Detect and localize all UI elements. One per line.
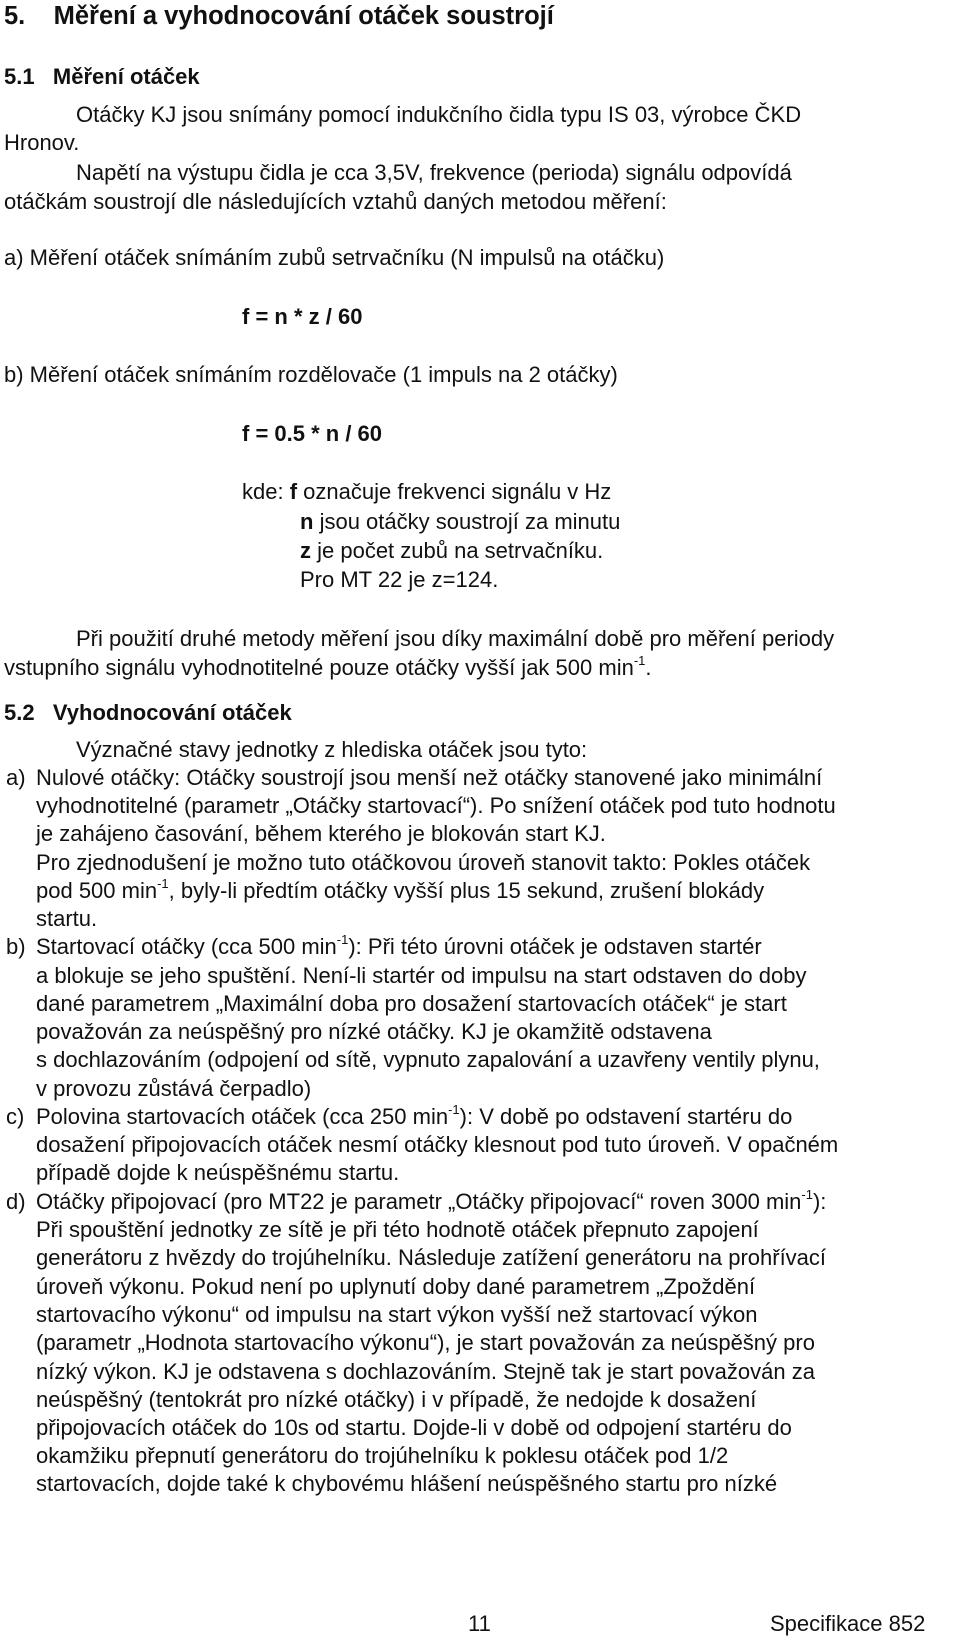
item-d-line-1-text: Otáčky připojovací (pro MT22 je parametr „Otáčky připojovací“ roven 3000 min: [36, 1189, 802, 1214]
item-a-line-2: vyhodnotitelné (parametr „Otáčky startovací“). Po snížení otáček pod tuto hodnotu: [36, 793, 836, 818]
item-d-line-8: neúspěšný (tentokrát pro nízké otáčky) i v případě, že nedojde k dosažení: [36, 1387, 757, 1412]
section-5-1-heading: 5.1 Měření otáček: [4, 64, 200, 89]
item-a-line-5: [36, 878, 764, 904]
item-d-line-2: Při spouštění jednotky ze sítě je při této hodnotě otáček přepnuto zapojení: [36, 1217, 759, 1242]
item-c-line-2: dosažení připojovacích otáček nesmí otáčky klesnout pod tuto úroveň. V opačném: [36, 1132, 839, 1157]
item-d-label: d): [6, 1189, 26, 1214]
item-a-line-3: je zahájeno časování, během kterého je blokován start KJ.: [36, 821, 606, 846]
where-z-text: je počet zubů na setrvačníku.: [311, 538, 604, 563]
item-b-line-3: dané parametrem „Maximální doba pro dosažení startovacích otáček“ je start: [36, 991, 787, 1016]
item-d-line-4: úroveň výkonu. Pokud není po uplynutí doby dané parametrem „Zpoždění: [36, 1274, 756, 1299]
item-b-line-6: v provozu zůstává čerpadlo): [36, 1076, 312, 1101]
item-c-superscript: -1: [448, 1102, 460, 1117]
page-number: 11: [468, 1611, 491, 1636]
where-label: kde:: [242, 479, 284, 504]
item-c-label: c): [6, 1104, 25, 1129]
where-n-symbol: n: [300, 509, 314, 534]
paragraph-voltage-line-1: Napětí na výstupu čidla je cca 3,5V, frekvence (perioda) signálu odpovídá: [76, 160, 792, 185]
item-c-line-1-text: Polovina startovacích otáček (cca 250 min: [36, 1104, 449, 1129]
item-a-line-6: startu.: [36, 906, 98, 931]
where-f-symbol: f: [289, 479, 298, 504]
item-c-line-1-rest: ): V době po odstavení startéru do: [459, 1104, 793, 1129]
item-b-line-5: s dochlazováním (odpojení od sítě, vypnuto zapalování a uzavřeny ventily plynu,: [36, 1047, 820, 1072]
paragraph-voltage-line-2: otáčkám soustrojí dle následujících vztahů daných metodou měření:: [4, 189, 667, 214]
where-n-text: jsou otáčky soustrojí za minutu: [313, 509, 621, 534]
item-b-line-1-text: Startovací otáčky (cca 500 min: [36, 934, 337, 959]
item-b-superscript: -1: [336, 932, 349, 947]
item-b-line-1-rest: ): Při této úrovni otáček je odstaven startér: [348, 934, 762, 959]
item-d-line-11: startovacích, dojde také k chybovému hlášení neúspěšného startu pro nízké: [36, 1471, 778, 1496]
formula-a: f = n * z / 60: [242, 304, 363, 329]
item-d-line-5: startovacího výkonu“ od impulsu na start výkon vyšší než startovací výkon: [36, 1302, 758, 1327]
item-d-line-1-rest: ):: [812, 1189, 827, 1214]
item-d-line-3: generátoru z hvězdy do trojúhelníku. Následuje zatížení generátoru na prohřívací: [36, 1245, 827, 1270]
note-line-2: [4, 655, 652, 681]
item-a-line-5-text: pod 500 min: [36, 878, 158, 903]
item-a-line-1: Nulové otáčky: Otáčky soustrojí jsou menší než otáčky stanovené jako minimální: [36, 765, 823, 790]
document-name: Specifikace 852: [770, 1611, 926, 1636]
where-list-line-4: Pro MT 22 je z=124.: [300, 567, 499, 592]
item-d-line-7: nízký výkon. KJ je odstavena s dochlazováním. Stejně tak je start považován za: [36, 1359, 815, 1384]
section-5-2-intro: Význačné stavy jednotky z hlediska otáček jsou tyto:: [76, 737, 588, 762]
chapter-heading: 5. Měření a vyhodnocování otáček soustrojí: [4, 2, 554, 30]
formula-b: f = 0.5 * n / 60: [242, 421, 383, 446]
item-d-line-9: připojovacích otáček do 10s od startu. Dojde-li v době od odpojení startéru do: [36, 1415, 792, 1440]
where-list-line-1: [242, 479, 611, 505]
item-b-label: b): [6, 934, 26, 959]
item-d-line-1: [36, 1189, 826, 1215]
item-b-line-1: [36, 934, 762, 960]
section-5-2-heading: 5.2 Vyhodnocování otáček: [4, 700, 292, 725]
item-b-line-4: považován za neúspěšný pro nízké otáčky. KJ je okamžitě odstavena: [36, 1019, 712, 1044]
item-c-line-3: případě dojde k neúspěšnému startu.: [36, 1160, 400, 1185]
item-a-line-4: Pro zjednodušení je možno tuto otáčkovou úroveň stanovit takto: Pokles otáček: [36, 850, 811, 875]
where-z-symbol: z: [300, 538, 311, 563]
item-d-line-10: okamžiku přepnutí generátoru do trojúhelníku k poklesu otáček pod 1/2: [36, 1443, 729, 1468]
note-end: .: [645, 655, 652, 680]
item-a-line-5-rest: , byly-li předtím otáčky vyšší plus 15 sekund, zrušení blokády: [168, 878, 765, 903]
item-c-line-1: [36, 1104, 792, 1130]
paragraph-sensor-line-2: Hronov.: [4, 130, 80, 155]
item-b-line-2: a blokuje se jeho spuštění. Není-li startér od impulsu na start odstaven do doby: [36, 963, 807, 988]
note-superscript: -1: [633, 653, 646, 668]
note-text: vstupního signálu vyhodnotitelné pouze otáčky vyšší jak 500 min: [4, 655, 634, 680]
item-a-superscript: -1: [157, 876, 169, 891]
method-b-text: b) Měření otáček snímáním rozdělovače (1 impuls na 2 otáčky): [4, 362, 618, 387]
item-d-superscript: -1: [801, 1187, 813, 1202]
method-a-text: a) Měření otáček snímáním zubů setrvačníku (N impulsů na otáčku): [4, 245, 665, 270]
where-f-text: označuje frekvenci signálu v Hz: [297, 479, 612, 504]
paragraph-sensor-line-1: Otáčky KJ jsou snímány pomocí indukčního čidla typu IS 03, výrobce ČKD: [76, 102, 802, 127]
where-list-line-3: [300, 538, 603, 564]
note-line-1: Při použití druhé metody měření jsou díky maximální době pro měření periody: [76, 626, 835, 651]
item-a-label: a): [6, 765, 26, 790]
where-list-line-2: [300, 509, 620, 535]
item-d-line-6: (parametr „Hodnota startovacího výkonu“), je start považován za neúspěšný pro: [36, 1330, 815, 1355]
